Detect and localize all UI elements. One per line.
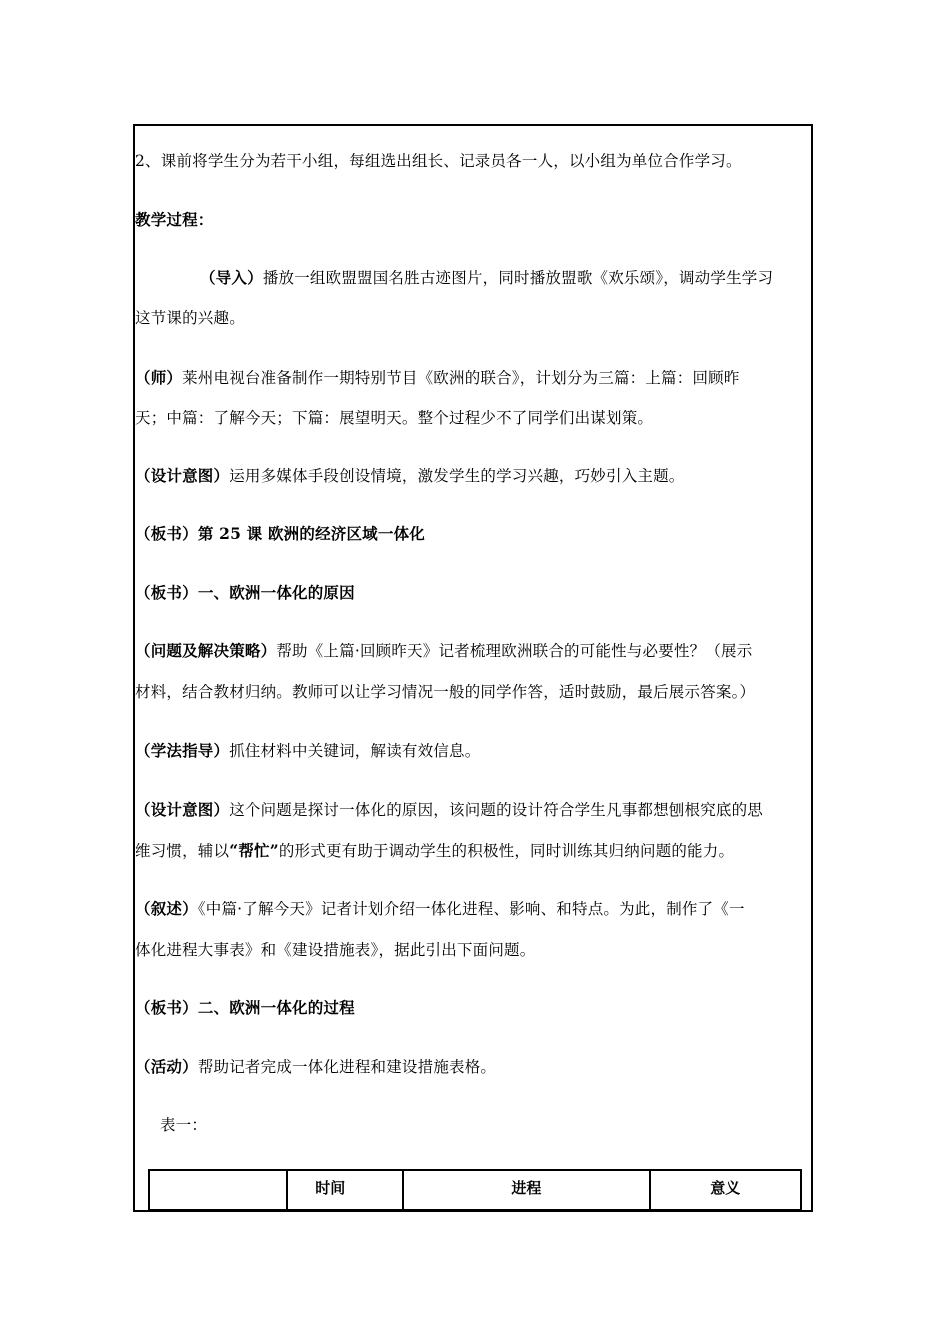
teacher-line-1: （师）莱州电视台准备制作一期特别节目《欧洲的联合》，计划分为三篇：上篇：回顾昨 [135, 368, 740, 387]
table-caption: 表一： [160, 1116, 208, 1134]
board-note-3: （板书）二、欧洲一体化的过程 [135, 998, 355, 1017]
table-header-row [149, 1170, 801, 1210]
table-header-cell [149, 1170, 287, 1210]
table-header-cell: 进程 [403, 1170, 649, 1210]
section-heading: 教学过程： [135, 210, 214, 229]
design-intent-1: （设计意图）运用多媒体手段创设情境，激发学生的学习兴趣，巧妙引入主题。 [135, 466, 685, 485]
problem-strategy-line-2: 材料，结合教材归纳。教师可以让学习情况一般的同学作答，适时鼓励，最后展示答案。） [135, 683, 756, 701]
design-intent-2-line-2: 维习惯，辅以“帮忙”的形式更有助于调动学生的积极性，同时训练其归纳问题的能力。 [135, 841, 735, 860]
narration-line-2: 体化进程大事表》和《建设措施表》，据此引出下面问题。 [135, 941, 536, 959]
teacher-line-2: 天；中篇：了解今天；下篇：展望明天。整个过程少不了同学们出谋划策。 [135, 409, 654, 427]
intro-line-1: （导入）播放一组欧盟盟国名胜古迹图片，同时播放盟歌《欢乐颂》，调动学生学习 [200, 268, 774, 287]
table-header-cell: 时间 [287, 1170, 403, 1210]
table-header-cell: 意义 [650, 1170, 801, 1210]
problem-strategy-line-1: （问题及解决策略）帮助《上篇·回顾昨天》记者梳理欧洲联合的可能性与必要性？（展示 [135, 641, 753, 660]
narration-line-1: （叙述）《中篇·了解今天》记者计划介绍一体化进程、影响、和特点。为此，制作了《一 [135, 899, 745, 918]
progress-table [148, 1169, 802, 1211]
intro-line-2: 这节课的兴趣。 [135, 309, 245, 327]
design-intent-2-line-1: （设计意图）这个问题是探讨一体化的原因，该问题的设计符合学生凡事都想刨根究底的思 [135, 800, 764, 819]
study-guidance: （学法指导）抓住材料中关键词，解读有效信息。 [135, 741, 481, 760]
board-note-2: （板书）一、欧洲一体化的原因 [135, 583, 355, 602]
board-note-1: （板书）第 25 课 欧洲的经济区域一体化 [135, 524, 425, 543]
activity: （活动）帮助记者完成一体化进程和建设措施表格。 [135, 1057, 497, 1076]
prep-note: 2、课前将学生分为若干小组，每组选出组长、记录员各一人，以小组为单位合作学习。 [135, 152, 742, 170]
